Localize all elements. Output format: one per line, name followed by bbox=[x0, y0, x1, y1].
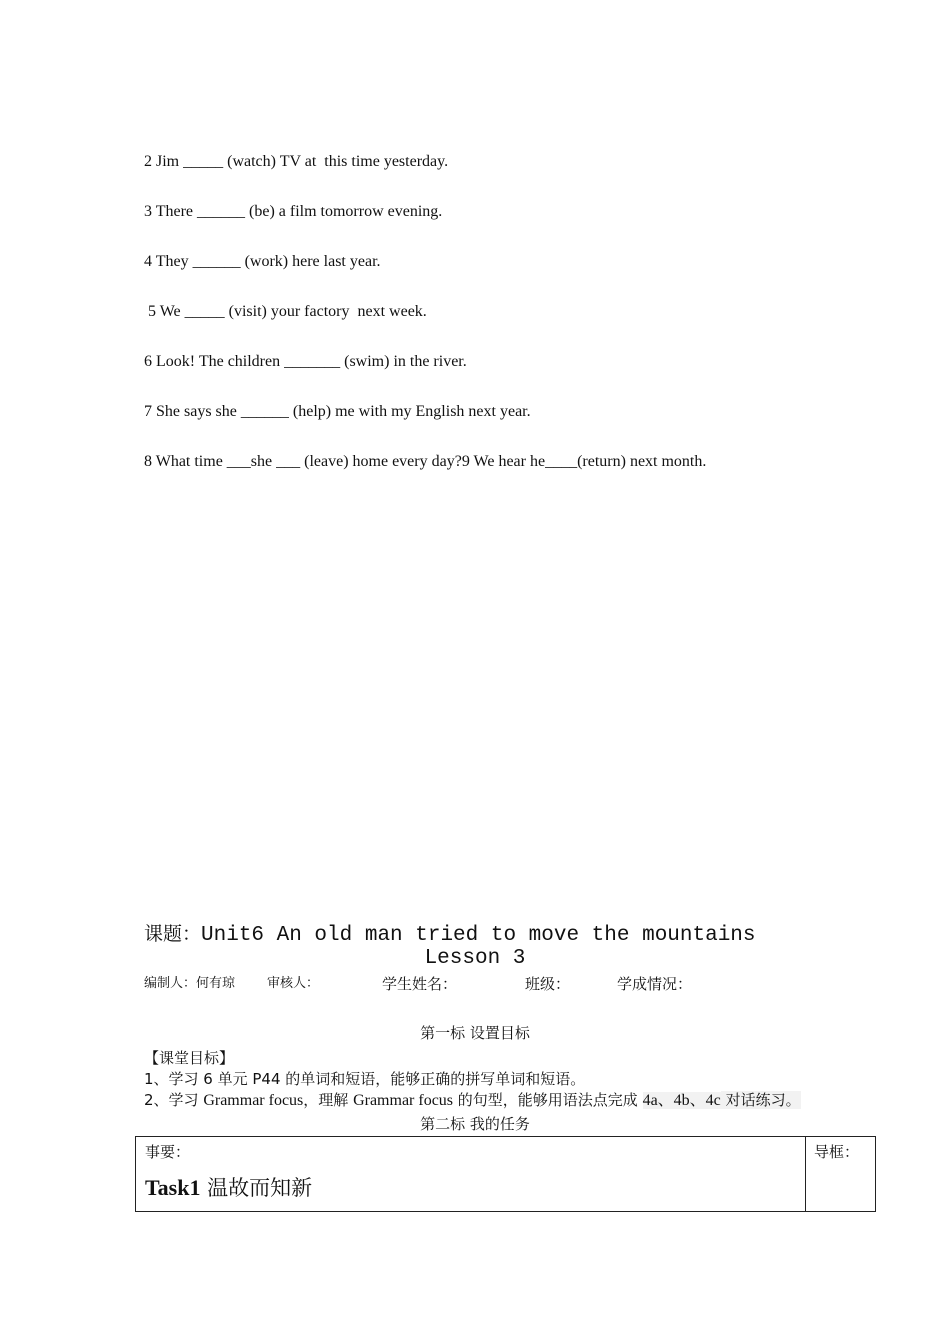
objective-2 bbox=[144, 1090, 801, 1111]
student-name-label: 学生姓名： bbox=[382, 975, 458, 993]
exercise-line-4: 4 They ______ (work) here last year. bbox=[144, 253, 381, 270]
task-table-left-label: 事要： bbox=[145, 1143, 191, 1161]
exercise-line-2: 2 Jim _____ (watch) TV at this time yesterday. bbox=[144, 153, 449, 170]
objective2-part-g: 对话练习。 bbox=[720, 1091, 801, 1109]
exercise-line-7: 7 She says she ______ (help) me with my English next year. bbox=[144, 403, 531, 420]
objective2-part-f: 4a、4b、4c bbox=[642, 1092, 721, 1109]
title-main: Unit6 An old man tried to move the mountains bbox=[201, 924, 756, 947]
objectives-label: 【课堂目标】 bbox=[144, 1049, 235, 1067]
task1-text: 温故而知新 bbox=[200, 1176, 313, 1200]
objective-1: 1、学习 6 单元 P44 的单词和短语，能够正确的拼写单词和短语。 bbox=[144, 1070, 586, 1088]
section2-heading: 第二标 我的任务 bbox=[420, 1115, 530, 1133]
exercise-line-6: 6 Look! The children _______ (swim) in the river. bbox=[144, 353, 467, 370]
objective2-part-a: 2、学习 bbox=[144, 1091, 204, 1109]
task1-title bbox=[145, 1174, 312, 1202]
task-table bbox=[135, 1136, 876, 1212]
exercise-line-8: 8 What time ___she ___ (leave) home every day?9 We hear he____(return) next month. bbox=[144, 453, 707, 470]
exercise-line-3: 3 There ______ (be) a film tomorrow evening. bbox=[144, 203, 443, 220]
lesson-subtitle: Lesson 3 bbox=[424, 947, 526, 970]
exercise-line-5: 5 We _____ (visit) your factory next week. bbox=[144, 303, 427, 320]
objective2-part-d: Grammar focus bbox=[353, 1092, 454, 1109]
achievement-label: 学成情况： bbox=[617, 975, 693, 993]
task1-bold: Task1 bbox=[145, 1175, 201, 1200]
section1-heading: 第一标 设置目标 bbox=[420, 1024, 530, 1042]
task-table-divider bbox=[805, 1137, 806, 1211]
meta-info-row bbox=[144, 973, 844, 995]
task-table-right-label: 导框： bbox=[814, 1143, 860, 1161]
class-label: 班级： bbox=[525, 975, 571, 993]
reviewer-label: 审核人： bbox=[267, 976, 320, 991]
objective2-part-b: Grammar focus bbox=[203, 1092, 304, 1109]
objective2-part-c: ，理解 bbox=[303, 1091, 354, 1109]
objective2-part-e: 的句型，能够用语法点完成 bbox=[453, 1091, 643, 1109]
lesson-title bbox=[144, 921, 756, 949]
title-prefix: 课题： bbox=[144, 923, 202, 945]
editor-label: 编制人：何有琼 bbox=[144, 976, 236, 991]
